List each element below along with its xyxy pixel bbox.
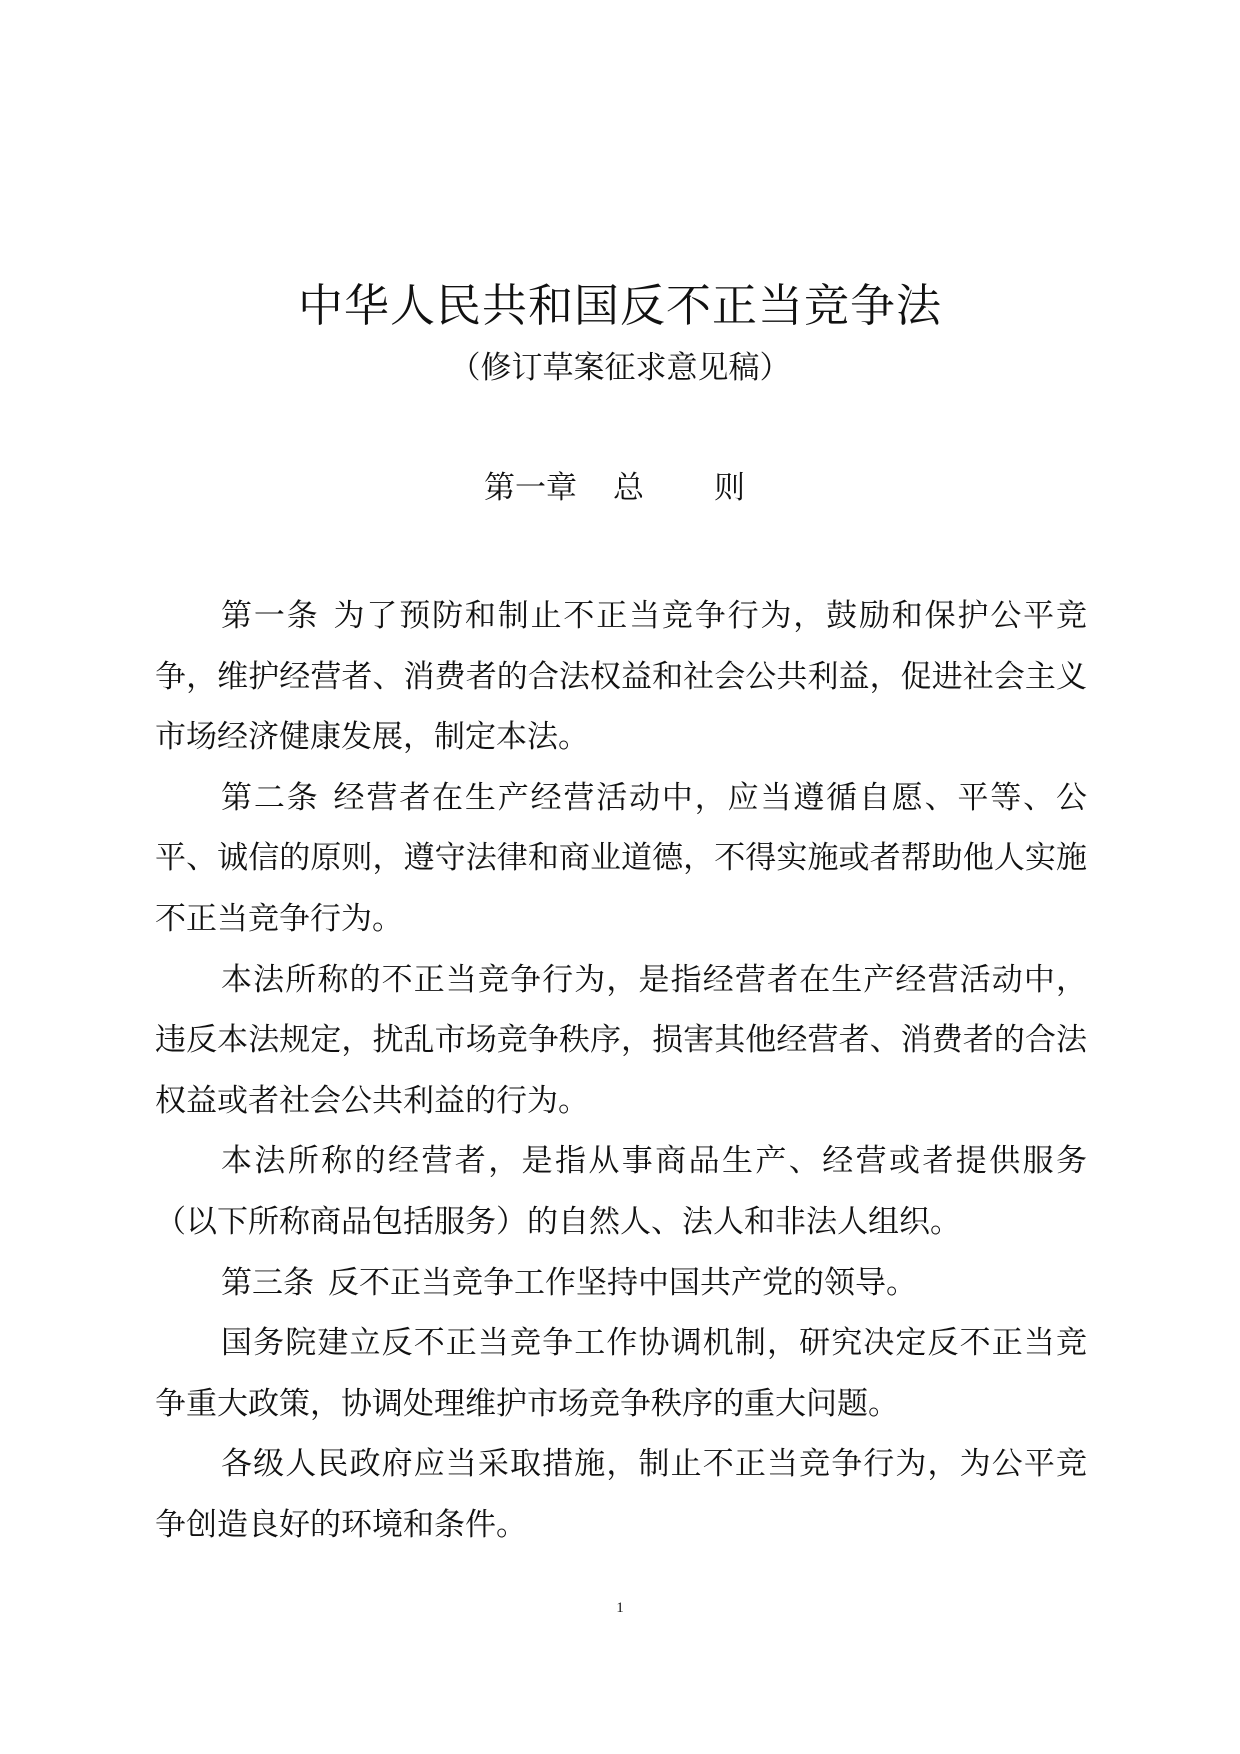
chapter-heading (484, 466, 745, 510)
page-number: 1 (616, 1600, 624, 1616)
paragraph-text: 本法所称的不正当竞争行为，是指经营者在生产经营活动中，违反本法规定，扰乱市场竞争秩序，损害其他经营者、消费者的合法权益或者社会公共利益的行为。 (155, 961, 1087, 1119)
article-label: 第二条 (221, 779, 320, 816)
article-label: 第三条 (221, 1264, 314, 1301)
paragraph-article-1 (155, 586, 1087, 768)
document-title: 中华人民共和国反不正当竞争法 (297, 279, 942, 332)
article-label: 第一条 (221, 598, 320, 634)
chapter-name-part2: 则 (714, 470, 745, 506)
paragraph-article-3-clause-3 (155, 1434, 1087, 1555)
chapter-name-part1: 总 (613, 470, 644, 506)
paragraph-article-3 (155, 1253, 1087, 1314)
paragraph-text: 反不正当竞争工作坚持中国共产党的领导。 (328, 1264, 917, 1301)
paragraph-article-2 (155, 768, 1087, 950)
paragraph-text: 各级人民政府应当采取措施，制止不正当竞争行为，为公平竞争创造良好的环境和条件。 (155, 1446, 1087, 1543)
paragraph-text: 国务院建立反不正当竞争工作协调机制，研究决定反不正当竞争重大政策，协调处理维护市场竞争秩序的重大问题。 (155, 1325, 1087, 1422)
document-body (155, 586, 1087, 1556)
paragraph-text: 为了预防和制止不正当竞争行为，鼓励和保护公平竞争，维护经营者、消费者的合法权益和社会公共利益，促进社会主义市场经济健康发展，制定本法。 (155, 598, 1088, 756)
paragraph-article-2-clause-3 (155, 1131, 1087, 1252)
document-subtitle: （修订草案征求意见稿） (449, 350, 791, 386)
paragraph-text: 本法所称的经营者，是指从事商品生产、经营或者提供服务（以下所称商品包括服务）的自然人、法人和非法人组织。 (155, 1143, 1087, 1240)
paragraph-article-3-clause-2 (155, 1313, 1087, 1434)
paragraph-article-2-clause-2 (155, 950, 1087, 1132)
chapter-number: 第一章 (484, 470, 577, 506)
paragraph-text: 经营者在生产经营活动中，应当遵循自愿、平等、公平、诚信的原则，遵守法律和商业道德，不得实施或者帮助他人实施不正当竞争行为。 (155, 779, 1088, 937)
